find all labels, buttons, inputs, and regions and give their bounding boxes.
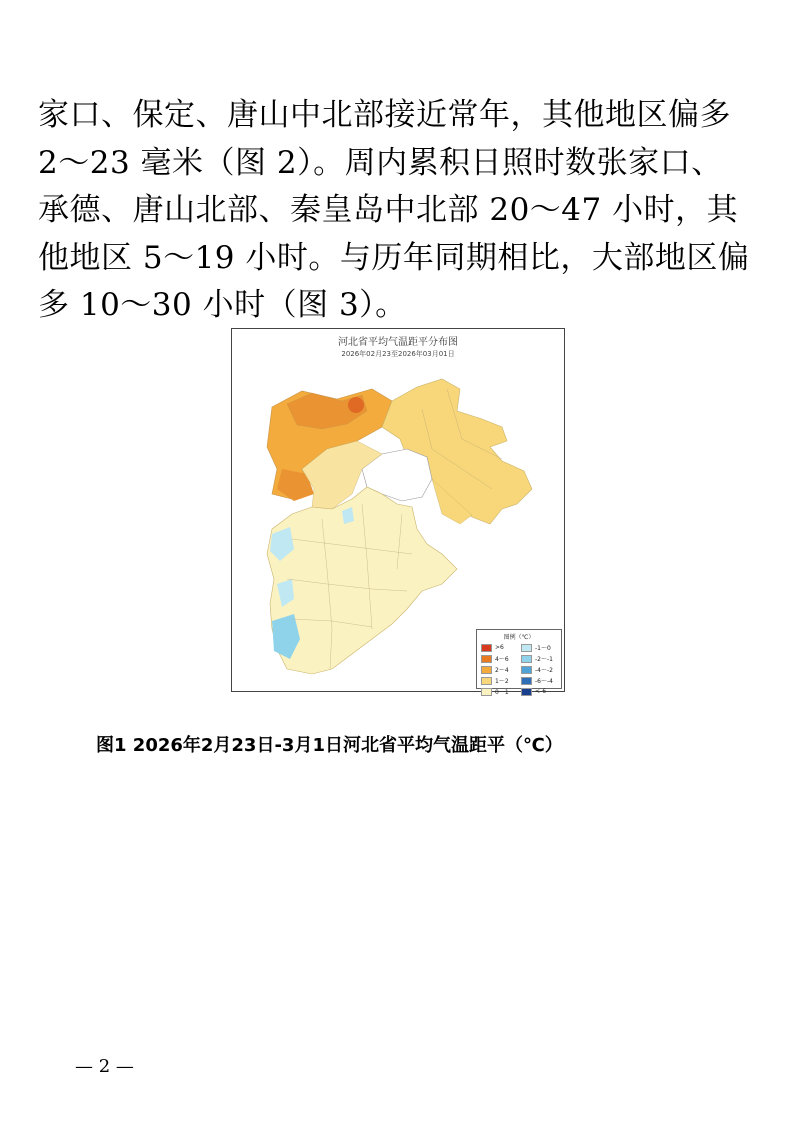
legend-label: 1～2 (495, 678, 509, 685)
body-line: 家口、保定、唐山中北部接近常年，其他地区偏多 (38, 97, 731, 133)
body-line: 多 10～30 小时（图 3）。 (38, 287, 407, 323)
legend-swatch (481, 655, 492, 663)
legend-item (481, 665, 517, 674)
legend-title: 图例（℃） (503, 634, 535, 641)
legend-item (521, 665, 557, 674)
page-number: — 2 — (75, 1056, 134, 1077)
legend-label: 4～6 (495, 656, 509, 663)
body-paragraph (38, 92, 760, 330)
legend-label: >6 (495, 644, 504, 651)
legend-swatch (521, 644, 532, 652)
legend-swatch (521, 666, 532, 674)
legend-swatch (481, 666, 492, 674)
map-title: 河北省平均气温距平分布图 (338, 337, 458, 348)
legend-swatch (481, 688, 492, 696)
legend-item (481, 643, 517, 652)
legend-label: 2～4 (495, 667, 509, 674)
legend-item (521, 676, 557, 685)
map-legend (476, 629, 562, 696)
legend-label: -4～-2 (535, 667, 553, 674)
legend-label: -2～-1 (535, 656, 553, 663)
legend-label: <-6 (535, 688, 547, 695)
legend-swatch (521, 677, 532, 685)
body-line: 2～23 毫米（图 2）。周内累积日照时数张家口、 (38, 144, 723, 181)
legend-swatch (521, 655, 532, 663)
legend-label: -1～0 (535, 645, 551, 652)
figure-caption: 图1 2026年2月23日-3月1日河北省平均气温距平（℃） (96, 735, 563, 756)
legend-swatch (481, 644, 492, 652)
legend-item (521, 654, 557, 663)
temperature-anomaly-map-figure (231, 328, 565, 696)
map-subtitle: 2026年02月23至2026年03月01日 (341, 350, 455, 358)
body-line: 承德、唐山北部、秦皇岛中北部 20～47 小时，其 (38, 192, 739, 228)
legend-item (481, 687, 517, 696)
legend-label: -6～-4 (535, 678, 553, 685)
legend-item (481, 654, 517, 663)
legend-item (481, 676, 517, 685)
body-line: 他地区 5～19 小时。与历年同期相比，大部地区偏 (38, 239, 750, 276)
legend-item (521, 687, 557, 696)
legend-swatch (521, 688, 532, 696)
legend-label: 0～1 (495, 689, 509, 696)
legend-swatch (481, 677, 492, 685)
legend-item (521, 643, 557, 652)
